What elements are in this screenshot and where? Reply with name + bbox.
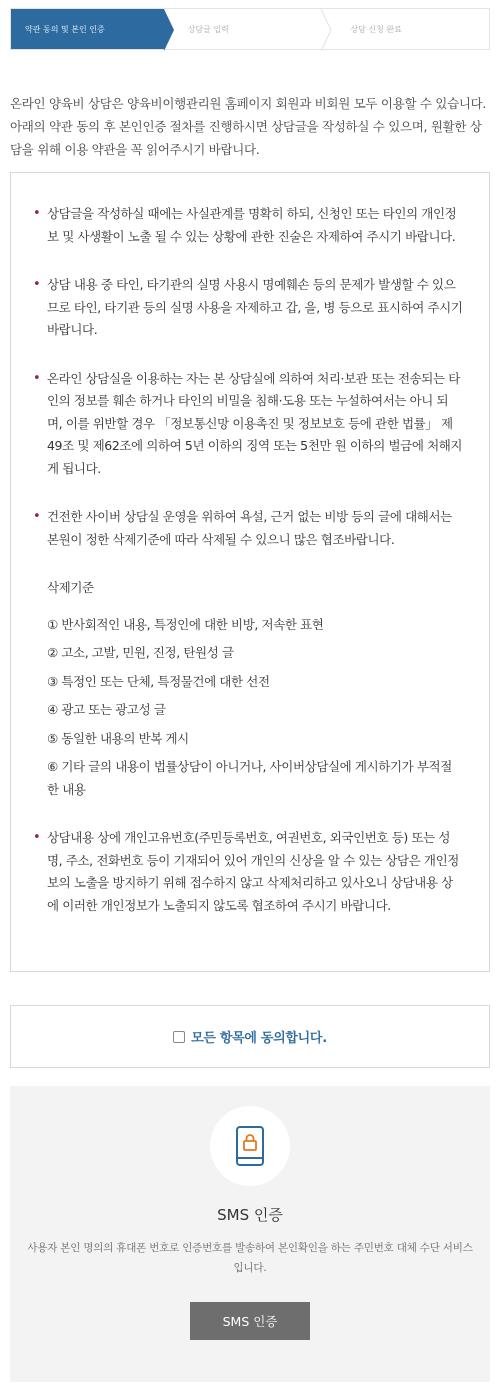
sms-auth-panel bbox=[10, 1086, 490, 1382]
sms-auth-button[interactable]: SMS 인증 bbox=[190, 1302, 310, 1340]
criteria-title: 삭제기준 bbox=[47, 580, 94, 595]
sms-title: SMS 인증 bbox=[217, 1206, 283, 1224]
step-3-label: 상담 신청 완료 bbox=[350, 24, 402, 34]
sms-icon-circle bbox=[210, 1106, 290, 1186]
step-1 bbox=[11, 9, 164, 49]
term-text: 온라인 상담실을 이용하는 자는 본 상담실에 의하여 처리·보관 또는 전송되는 타인의 정보를 훼손 하거나 타인의 비밀을 침해·도용 또는 누설하여서는 아니 되며, 이를 위반할 경우 「정보통신망 이용촉진 및 정보보호 등에 관한 법률」 제49조 및 제62조에 의하여 5년 이하의 징역 또는 5천만 원 이하의 벌금에 처해지게 됩니다. bbox=[47, 370, 463, 476]
term-item bbox=[33, 274, 463, 342]
bullet: • bbox=[33, 830, 41, 845]
criteria-item: ⑥ 기타 글의 내용이 법률상담이 아니거나, 사이버상담실에 게시하기가 부적절한 내용 bbox=[47, 759, 452, 797]
criteria-item: ③ 특정인 또는 단체, 특정물건에 대한 선전 bbox=[47, 673, 270, 689]
term-text: 상담 내용 중 타인, 타기관의 실명 사용시 명예훼손 등의 문제가 발생할 수 있으므로 타인, 타기관 등의 실명 사용을 자제하고 갑, 을, 병 등으로 표시하여 주시기 바랍니다. bbox=[47, 277, 463, 337]
criteria-item: ⑤ 동일한 내용의 반복 게시 bbox=[47, 730, 189, 746]
criteria-item: ④ 광고 또는 광고성 글 bbox=[47, 702, 166, 717]
term-item bbox=[33, 203, 463, 248]
step-arrow bbox=[164, 9, 174, 51]
term-text: 상담글을 작성하실 때에는 사실관계를 명확히 하되, 신청인 또는 타인의 개인정보 및 사생활이 노출 될 수 있는 상황에 관한 진술은 자제하여 주시기 바랍니다. bbox=[47, 206, 457, 244]
term-item bbox=[33, 368, 463, 481]
terms-box bbox=[10, 172, 490, 972]
agree-all-label[interactable]: 모든 항목에 동의합니다. bbox=[191, 1031, 327, 1046]
phone-lock-icon bbox=[235, 1126, 265, 1166]
step-2-label: 상담글 입력 bbox=[187, 24, 229, 34]
step-3 bbox=[326, 9, 489, 49]
chevron-right-icon bbox=[320, 9, 332, 51]
criteria-item: ① 반사회적인 내용, 특정인에 대한 비방, 저속한 표현 bbox=[47, 616, 324, 632]
step-2 bbox=[164, 9, 327, 49]
term-item bbox=[33, 827, 463, 917]
step-1-label: 약관 동의 및 본인 인증 bbox=[25, 24, 105, 34]
term-item bbox=[33, 506, 463, 801]
step-indicator bbox=[10, 8, 490, 50]
term-text: 건전한 사이버 상담실 운영을 위하여 욕설, 근거 없는 비방 등의 글에 대해서는 본원이 정한 삭제기준에 따라 삭제될 수 있으니 많은 협조바랍니다. bbox=[47, 509, 452, 547]
intro-text: 온라인 양육비 상담은 양육비이행관리원 홈페이지 회원과 비회원 모두 이용할 수 있습니다. 아래의 약관 동의 후 본인인증 절차를 진행하시면 상담글을 작성하실 수 있으며, 원활한 상담을 위해 이용 약관을 꼭 읽어주시기 바랍니다. bbox=[10, 96, 487, 157]
agree-all-box[interactable] bbox=[10, 1005, 490, 1068]
bullet: • bbox=[33, 370, 41, 386]
bullet: • bbox=[33, 509, 41, 524]
agree-all-checkbox[interactable] bbox=[173, 1031, 185, 1043]
criteria-item: ② 고소, 고발, 민원, 진정, 탄원성 글 bbox=[47, 645, 234, 660]
bullet: • bbox=[33, 206, 41, 221]
sms-description: 사용자 본인 명의의 휴대폰 번호로 인증번호를 발송하여 본인확인을 하는 주민번호 대체 수단 서비스입니다. bbox=[27, 1242, 473, 1274]
term-text: 상담내용 상에 개인고유번호(주민등록번호, 여권번호, 외국인번호 등) 또는 성명, 주소, 전화번호 등이 기재되어 있어 개인의 신상을 알 수 있는 상담은 개인정보의 노출을 방지하기 위해 접수하지 않고 삭제처리하고 있사오니 상담내용 상에 이러한 개인정보가 노출되지 않도록 협조하여 주시기 바랍니다. bbox=[47, 830, 459, 913]
bullet: • bbox=[33, 277, 41, 292]
